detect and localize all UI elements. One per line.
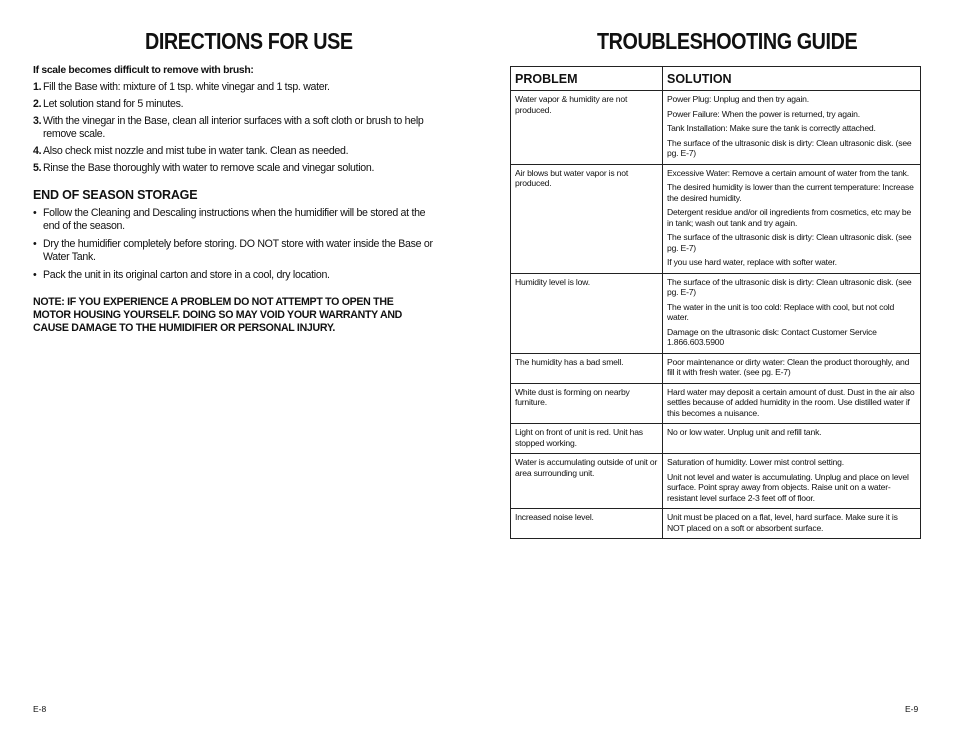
- problem-cell: Water vapor & humidity are not produced.: [511, 91, 663, 165]
- problem-cell: Light on front of unit is red. Unit has stopped working.: [511, 424, 663, 454]
- solution-cell: [663, 454, 921, 509]
- page-number-left: E-8: [33, 704, 47, 714]
- problem-cell: White dust is forming on nearby furniture.: [511, 383, 663, 424]
- bullet-icon: •: [33, 207, 37, 219]
- storage-bullets: [33, 207, 433, 282]
- problem-cell: Air blows but water vapor is not produced.: [511, 164, 663, 273]
- step-number: 1.: [33, 81, 42, 93]
- step-item: [33, 81, 433, 94]
- directions-section: [33, 64, 433, 335]
- warning-note: NOTE: IF YOU EXPERIENCE A PROBLEM DO NOT ATTEMPT TO OPEN THE MOTOR HOUSING YOURSELF. DOING SO MAY VOID YOUR WARRANTY AND CAUSE DAMAGE TO THE HUMIDIFIER OR PERSONAL INJURY.: [33, 296, 403, 334]
- bullet-icon: •: [33, 238, 37, 250]
- storage-bullet-item: [33, 207, 433, 233]
- table-row: [511, 164, 921, 273]
- problem-column-header: PROBLEM: [511, 67, 663, 91]
- storage-bullet-text: Pack the unit in its original carton and store in a cool, dry location.: [43, 269, 330, 281]
- step-number: 3.: [33, 115, 42, 127]
- table-row: [511, 91, 921, 165]
- problem-cell: Increased noise level.: [511, 509, 663, 539]
- storage-bullet-item: [33, 238, 433, 264]
- solution-item: The surface of the ultrasonic disk is dirty: Clean ultrasonic disk. (see pg. E-7): [667, 232, 912, 253]
- problem-cell: Humidity level is low.: [511, 273, 663, 353]
- step-text: Fill the Base with: mixture of 1 tsp. white vinegar and 1 tsp. water.: [43, 81, 330, 93]
- solution-item: The water in the unit is too cold: Replace with cool, but not cold water.: [667, 301, 895, 322]
- solution-cell: [663, 164, 921, 273]
- step-number: 2.: [33, 98, 42, 110]
- table-header-row: [511, 67, 921, 91]
- solution-item: Detergent residue and/or oil ingredients from cosmetics, etc may be in tank; wash out tank and try again.: [667, 207, 912, 228]
- scale-heading: If scale becomes difficult to remove with brush:: [33, 65, 254, 76]
- solution-item: Damage on the ultrasonic disk: Contact Customer Service 1.866.603.5900: [667, 326, 877, 347]
- solution-cell: [663, 509, 921, 539]
- step-number: 4.: [33, 145, 42, 157]
- table-row: [511, 509, 921, 539]
- table-row: [511, 383, 921, 424]
- solution-item: The desired humidity is lower than the current temperature: Increase the desired humidity.: [667, 182, 914, 203]
- troubleshooting-title: TROUBLESHOOTING GUIDE: [597, 28, 858, 54]
- solution-item: If you use hard water, replace with softer water.: [667, 257, 837, 267]
- solution-item: Excessive Water: Remove a certain amount of water from the tank.: [667, 167, 909, 178]
- solution-item: Unit not level and water is accumulating. Unplug and place on level surface. Point spray away from objects. Raise unit on a water-resistant level surface 2-3 feet off of floor.: [667, 471, 909, 503]
- solution-item: Unit must be placed on a flat, level, hard surface. Make sure it is NOT placed on a soft or absorbent surface.: [667, 512, 898, 533]
- storage-bullet-item: [33, 269, 433, 282]
- solution-cell: [663, 383, 921, 424]
- solution-cell: [663, 273, 921, 353]
- solution-item: Saturation of humidity. Lower mist control setting.: [667, 457, 844, 467]
- solution-cell: [663, 91, 921, 165]
- step-text: With the vinegar in the Base, clean all interior surfaces with a soft cloth or brush to help remove scale.: [43, 115, 424, 140]
- storage-heading: END OF SEASON STORAGE: [33, 188, 198, 202]
- storage-bullet-text: Dry the humidifier completely before storing. DO NOT store with water inside the Base or Water Tank.: [43, 238, 433, 263]
- descaling-steps: [33, 81, 433, 175]
- table-row: [511, 353, 921, 383]
- solution-item: The surface of the ultrasonic disk is dirty: Clean ultrasonic disk. (see pg. E-7): [667, 137, 912, 158]
- solution-item: The surface of the ultrasonic disk is dirty: Clean ultrasonic disk. (see pg. E-7): [667, 276, 912, 297]
- solution-item: Tank Installation: Make sure the tank is correctly attached.: [667, 123, 876, 133]
- table-row: [511, 273, 921, 353]
- step-item: [33, 98, 433, 111]
- step-text: Rinse the Base thoroughly with water to remove scale and vinegar solution.: [43, 162, 375, 174]
- step-item: [33, 115, 433, 141]
- troubleshooting-table: [510, 66, 921, 539]
- step-item: [33, 145, 433, 158]
- problem-cell: The humidity has a bad smell.: [511, 353, 663, 383]
- solution-item: Power Failure: When the power is returned, try again.: [667, 108, 860, 119]
- table-row: [511, 454, 921, 509]
- page-number-right: E-9: [905, 704, 919, 714]
- bullet-icon: •: [33, 269, 37, 281]
- solution-item: Hard water may deposit a certain amount of dust. Dust in the air also settles because of added humidity in the room. Use distilled water if this becomes a nuisance.: [667, 386, 915, 418]
- storage-bullet-text: Follow the Cleaning and Descaling instructions when the humidifier will be stored at the end of the season.: [43, 207, 426, 232]
- problem-cell: Water is accumulating outside of unit or area surrounding unit.: [511, 454, 663, 509]
- solution-item: No or low water. Unplug unit and refill tank.: [667, 427, 822, 437]
- solution-cell: [663, 424, 921, 454]
- step-text: Let solution stand for 5 minutes.: [43, 98, 184, 110]
- solution-cell: [663, 353, 921, 383]
- step-text: Also check mist nozzle and mist tube in water tank. Clean as needed.: [43, 145, 349, 157]
- table-row: [511, 424, 921, 454]
- directions-title: DIRECTIONS FOR USE: [145, 28, 353, 54]
- step-number: 5.: [33, 162, 42, 174]
- solution-item: Poor maintenance or dirty water: Clean the product thoroughly, and fill it with fresh water. (see pg. E-7): [667, 356, 910, 377]
- solution-item: Power Plug: Unplug and then try again.: [667, 94, 809, 104]
- solution-column-header: SOLUTION: [663, 67, 921, 91]
- step-item: [33, 162, 433, 175]
